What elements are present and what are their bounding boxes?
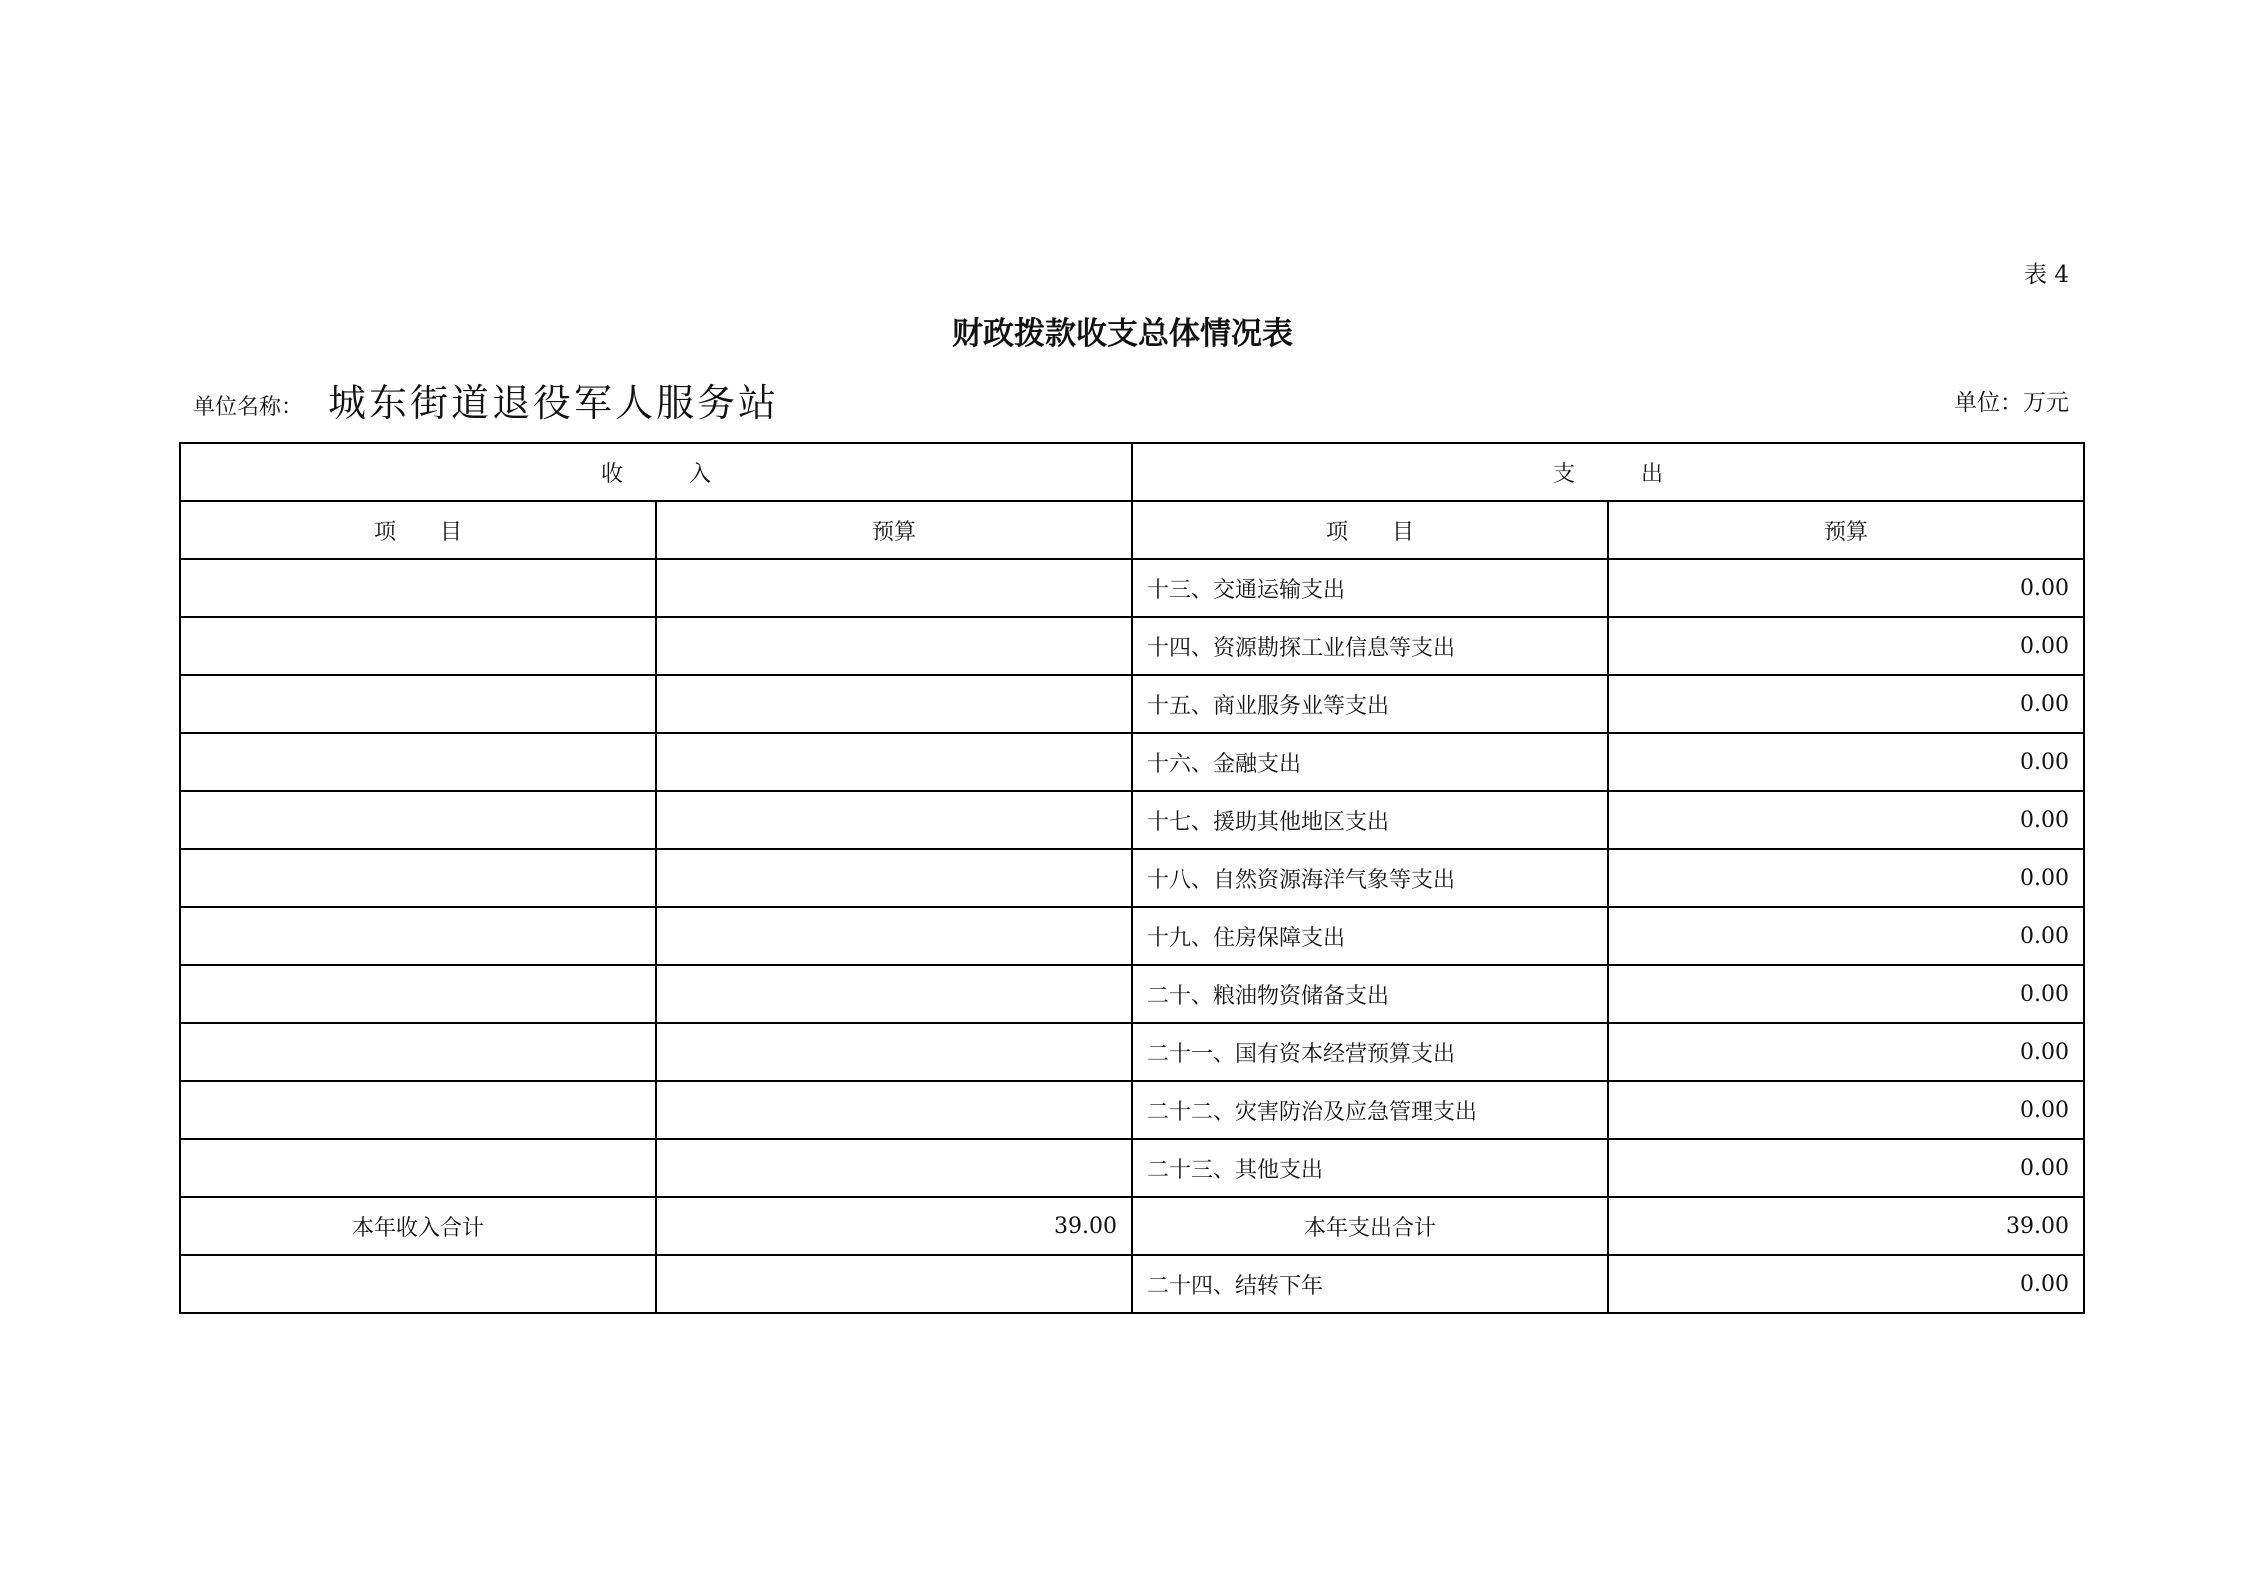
expense-budget-cell: 0.00 bbox=[1608, 675, 2084, 733]
expense-budget-cell: 0.00 bbox=[1608, 791, 2084, 849]
expense-budget-cell: 0.00 bbox=[1608, 733, 2084, 791]
income-budget-cell bbox=[656, 733, 1132, 791]
income-budget-cell bbox=[656, 849, 1132, 907]
income-item-cell bbox=[180, 849, 656, 907]
table-number: 表 4 bbox=[2024, 262, 2069, 288]
income-item-header: 项 目 bbox=[180, 501, 656, 559]
budget-table bbox=[179, 442, 2085, 1314]
expense-item-cell: 二十三、其他支出 bbox=[1132, 1139, 1608, 1197]
page-title: 财政拨款收支总体情况表 bbox=[952, 316, 1293, 352]
table-row bbox=[180, 617, 2084, 675]
expense-item-header: 项 目 bbox=[1132, 501, 1608, 559]
table-row bbox=[180, 965, 2084, 1023]
section-header-row bbox=[180, 443, 2084, 501]
income-budget-cell bbox=[656, 791, 1132, 849]
expense-budget-cell: 0.00 bbox=[1608, 907, 2084, 965]
income-item-cell bbox=[180, 1255, 656, 1313]
expense-item-cell: 十三、交通运输支出 bbox=[1132, 559, 1608, 617]
income-budget-cell bbox=[656, 1139, 1132, 1197]
expense-budget-cell: 0.00 bbox=[1608, 965, 2084, 1023]
income-budget-cell bbox=[656, 559, 1132, 617]
total-row bbox=[180, 1197, 2084, 1255]
income-budget-cell: 39.00 bbox=[656, 1197, 1132, 1255]
expense-budget-cell: 0.00 bbox=[1608, 1255, 2084, 1313]
table-row bbox=[180, 907, 2084, 965]
expense-item-cell: 十五、商业服务业等支出 bbox=[1132, 675, 1608, 733]
income-item-cell bbox=[180, 907, 656, 965]
income-item-cell bbox=[180, 559, 656, 617]
expense-item-cell: 十八、自然资源海洋气象等支出 bbox=[1132, 849, 1608, 907]
table-row bbox=[180, 1023, 2084, 1081]
income-item-cell bbox=[180, 617, 656, 675]
unit-name-label: 单位名称： bbox=[193, 395, 304, 420]
income-item-cell bbox=[180, 965, 656, 1023]
expense-item-cell: 二十、粮油物资储备支出 bbox=[1132, 965, 1608, 1023]
income-budget-cell bbox=[656, 617, 1132, 675]
table-row bbox=[180, 1139, 2084, 1197]
expense-item-cell: 二十四、结转下年 bbox=[1132, 1255, 1608, 1313]
income-budget-cell bbox=[656, 1081, 1132, 1139]
table-row bbox=[180, 1081, 2084, 1139]
expense-budget-cell: 0.00 bbox=[1608, 1081, 2084, 1139]
expense-budget-cell: 0.00 bbox=[1608, 849, 2084, 907]
income-header: 收 入 bbox=[180, 443, 1132, 501]
income-budget-header: 预算 bbox=[656, 501, 1132, 559]
income-item-cell bbox=[180, 1023, 656, 1081]
expense-header: 支 出 bbox=[1132, 443, 2084, 501]
expense-item-cell: 十四、资源勘探工业信息等支出 bbox=[1132, 617, 1608, 675]
unit-measure: 单位：万元 bbox=[1954, 390, 2069, 416]
expense-item-cell: 十七、援助其他地区支出 bbox=[1132, 791, 1608, 849]
table-row bbox=[180, 1255, 2084, 1313]
expense-budget-cell: 0.00 bbox=[1608, 1139, 2084, 1197]
table-row bbox=[180, 559, 2084, 617]
expense-budget-header: 预算 bbox=[1608, 501, 2084, 559]
income-item-cell bbox=[180, 791, 656, 849]
column-header-row bbox=[180, 501, 2084, 559]
income-budget-cell bbox=[656, 675, 1132, 733]
expense-budget-cell: 0.00 bbox=[1608, 617, 2084, 675]
expense-budget-cell: 0.00 bbox=[1608, 1023, 2084, 1081]
income-budget-cell bbox=[656, 965, 1132, 1023]
expense-budget-cell: 0.00 bbox=[1608, 559, 2084, 617]
expense-item-cell: 本年支出合计 bbox=[1132, 1197, 1608, 1255]
income-budget-cell bbox=[656, 1255, 1132, 1313]
income-item-cell bbox=[180, 1081, 656, 1139]
expense-budget-cell: 39.00 bbox=[1608, 1197, 2084, 1255]
expense-item-cell: 二十一、国有资本经营预算支出 bbox=[1132, 1023, 1608, 1081]
unit-name: 城东街道退役军人服务站 bbox=[328, 381, 780, 425]
income-item-cell bbox=[180, 675, 656, 733]
income-budget-cell bbox=[656, 1023, 1132, 1081]
income-budget-cell bbox=[656, 907, 1132, 965]
table-row bbox=[180, 675, 2084, 733]
table-row bbox=[180, 791, 2084, 849]
expense-item-cell: 十六、金融支出 bbox=[1132, 733, 1608, 791]
income-item-cell bbox=[180, 1139, 656, 1197]
table-row bbox=[180, 849, 2084, 907]
income-item-cell: 本年收入合计 bbox=[180, 1197, 656, 1255]
expense-item-cell: 十九、住房保障支出 bbox=[1132, 907, 1608, 965]
income-item-cell bbox=[180, 733, 656, 791]
table-row bbox=[180, 733, 2084, 791]
expense-item-cell: 二十二、灾害防治及应急管理支出 bbox=[1132, 1081, 1608, 1139]
